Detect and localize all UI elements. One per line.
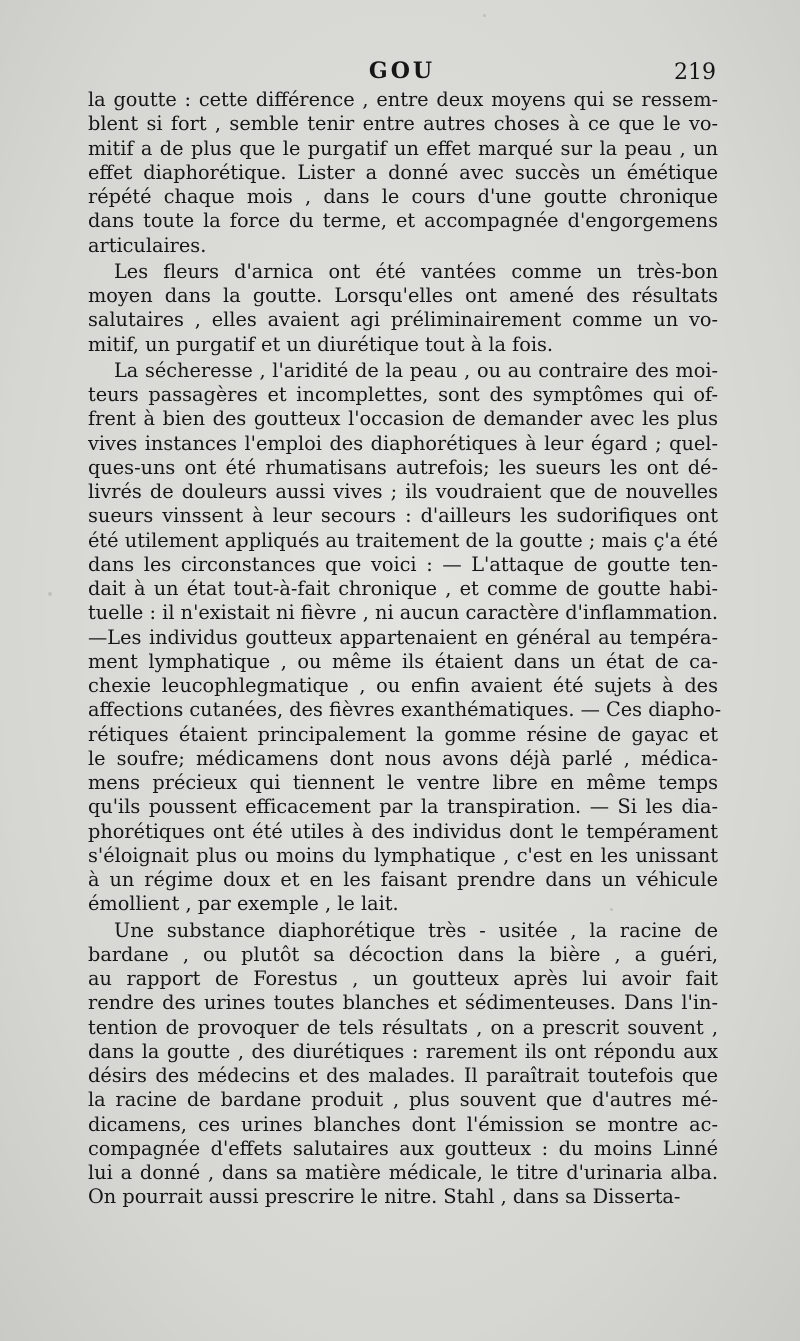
text-line: articulaires. xyxy=(88,233,207,257)
text-line: le soufre; médicamens dont nous avons déjà parlé , médica- xyxy=(88,746,718,770)
paper-speck xyxy=(483,14,486,17)
text-line: été utilement appliqués au traitement de la goutte ; mais ç'a été xyxy=(88,528,718,552)
text-line: dicamens, ces urines blanches dont l'émission se montre ac- xyxy=(88,1112,718,1136)
text-line: tention de provoquer de tels résultats , on a prescrit souvent , xyxy=(88,1015,718,1039)
paragraph xyxy=(88,260,718,357)
paragraph xyxy=(88,358,722,917)
paragraph xyxy=(88,919,718,1210)
text-line: La sécheresse , l'aridité de la peau , ou au contraire des moi- xyxy=(114,358,718,382)
text-line: Une substance diaphorétique très - usitée , la racine de xyxy=(114,918,718,942)
text-line: dans toute la force du terme, et accompagnée d'engorgemens xyxy=(88,209,718,233)
text-line: On pourrait aussi prescrire le nitre. Stahl , dans sa Disserta- xyxy=(88,1185,681,1209)
text-line: phorétiques ont été utiles à des individus dont le tempérament xyxy=(88,819,718,843)
text-line: au rapport de Forestus , un goutteux après lui avoir fait xyxy=(88,967,718,990)
paragraph xyxy=(88,88,718,258)
text-line: effet diaphorétique. Lister a donné avec succès un émétique xyxy=(88,160,718,184)
text-line: affections cutanées, des fièvres exanthématiques. — Ces diapho- xyxy=(88,698,722,722)
text-line: sueurs vinssent à leur secours : d'ailleurs les sudorifiques ont xyxy=(88,504,718,528)
text-line: bardane , ou plutôt sa décoction dans la bière , a guéri, xyxy=(88,942,718,966)
page-number: 219 xyxy=(674,60,716,85)
text-line: blent si fort , semble tenir entre autres choses à ce que le vo- xyxy=(88,112,718,136)
text-line: la goutte : cette différence , entre deux moyens qui se ressem- xyxy=(88,88,718,111)
running-head: GOU xyxy=(368,58,436,84)
text-line: tuelle : il n'existait ni fièvre , ni aucun caractère d'inflammation. xyxy=(88,601,718,625)
text-line: émollient , par exemple , le lait. xyxy=(88,892,399,916)
text-line: —Les individus goutteux appartenaient en général au tempéra- xyxy=(88,625,718,649)
text-line: rétiques étaient principalement la gomme résine de gayac et xyxy=(88,722,718,746)
text-line: s'éloignait plus ou moins du lymphatique , c'est en les unissant xyxy=(88,843,718,867)
text-line: mens précieux qui tiennent le ventre libre en même temps xyxy=(88,771,718,794)
text-line: Les fleurs d'arnica ont été vantées comme un très-bon xyxy=(114,259,718,283)
text-line: teurs passagères et incomplettes, sont des symptômes qui of- xyxy=(88,383,718,406)
text-line: mitif a de plus que le purgatif un effet marqué sur la peau , un xyxy=(88,136,718,160)
text-line: dait à un état tout-à-fait chronique , et comme de goutte habi- xyxy=(88,577,718,600)
text-line: mitif, un purgatif et un diurétique tout à la fois. xyxy=(88,332,554,356)
text-line: salutaires , elles avaient agi préliminairement comme un vo- xyxy=(88,308,718,332)
text-line: qu'ils poussent efficacement par la transpiration. — Si les dia- xyxy=(88,795,718,819)
text-line: livrés de douleurs aussi vives ; ils voudraient que de nouvelles xyxy=(88,480,718,503)
text-line: ques-uns ont été rhumatisans autrefois; les sueurs les ont dé- xyxy=(88,455,718,479)
text-line: frent à bien des goutteux l'occasion de demander avec les plus xyxy=(88,407,718,431)
text-line: à un régime doux et en les faisant prendre dans un véhicule xyxy=(88,868,718,891)
paper-speck xyxy=(48,592,52,596)
text-line: lui a donné , dans sa matière médicale, le titre d'urinaria alba. xyxy=(88,1161,718,1184)
text-line: dans la goutte , des diurétiques : rarement ils ont répondu aux xyxy=(88,1039,718,1063)
text-line: compagnée d'effets salutaires aux goutteux : du moins Linné xyxy=(88,1136,718,1160)
text-line: moyen dans la goutte. Lorsqu'elles ont amené des résultats xyxy=(88,284,718,307)
body-text xyxy=(88,88,722,1210)
text-line: ment lymphatique , ou même ils étaient dans un état de ca- xyxy=(88,649,718,673)
text-line: la racine de bardane produit , plus souvent que d'autres mé- xyxy=(88,1088,718,1112)
text-line: désirs des médecins et des malades. Il paraîtrait toutefois que xyxy=(88,1064,718,1087)
text-line: chexie leucophlegmatique , ou enfin avaient été sujets à des xyxy=(88,674,718,697)
page-header xyxy=(88,58,716,86)
text-line: vives instances l'emploi des diaphorétiques à leur égard ; quel- xyxy=(88,431,718,455)
text-line: rendre des urines toutes blanches et sédimenteuses. Dans l'in- xyxy=(88,991,718,1015)
text-line: dans les circonstances que voici : — L'attaque de goutte ten- xyxy=(88,552,718,576)
text-line: répété chaque mois , dans le cours d'une goutte chronique xyxy=(88,185,718,208)
